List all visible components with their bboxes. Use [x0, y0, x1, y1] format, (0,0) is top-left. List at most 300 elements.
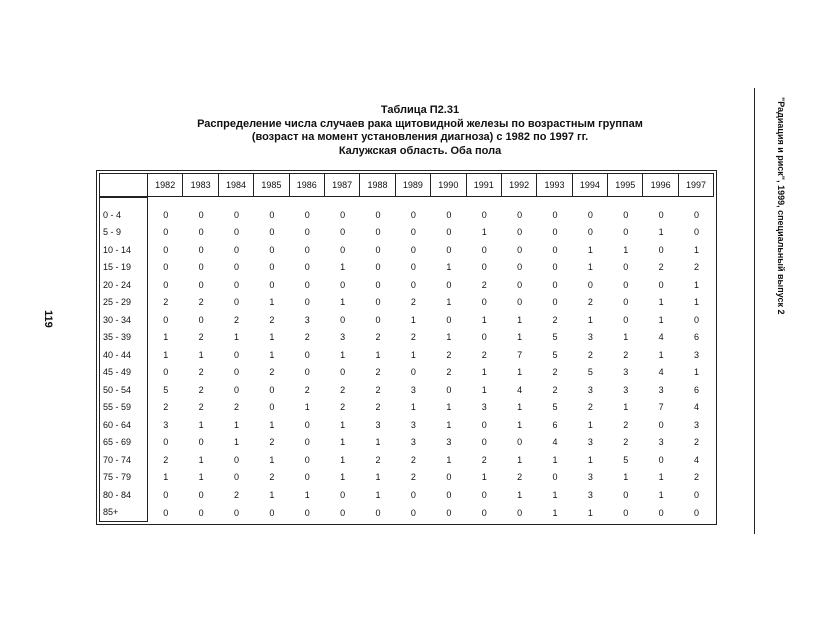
- case-count-cell: 1: [623, 244, 629, 255]
- case-count-cell: 2: [198, 367, 204, 378]
- case-count-cell: 1: [481, 472, 487, 483]
- case-count-cell: 0: [304, 507, 310, 518]
- case-count-cell: 0: [552, 472, 558, 483]
- case-count-cell: 0: [410, 209, 416, 220]
- age-group-label: 70 - 74: [99, 451, 148, 469]
- case-count-cell: 1: [446, 332, 452, 343]
- header-year-1982: 1982: [148, 173, 183, 197]
- case-count-cell: 1: [517, 489, 523, 500]
- case-count-cell: 0: [552, 297, 558, 308]
- case-count-cell: 0: [304, 209, 310, 220]
- case-count-cell: 3: [694, 349, 700, 360]
- table-row: [99, 311, 714, 329]
- case-count-cell: 2: [587, 402, 593, 413]
- case-count-cell: 3: [623, 367, 629, 378]
- case-count-cell: 0: [198, 244, 204, 255]
- case-count-cell: 0: [198, 489, 204, 500]
- case-count-cell: 3: [587, 384, 593, 395]
- case-count-cell: 7: [658, 402, 664, 413]
- case-count-cell: 1: [410, 402, 416, 413]
- case-count-cell: 0: [198, 314, 204, 325]
- case-count-cell: 1: [446, 262, 452, 273]
- age-group-label: 60 - 64: [99, 416, 148, 434]
- case-count-cell: 1: [198, 454, 204, 465]
- header-year-1990: 1990: [431, 173, 466, 197]
- table-row: [99, 469, 714, 487]
- case-count-cell: 0: [233, 244, 239, 255]
- case-count-cell: 4: [658, 332, 664, 343]
- case-count-cell: 0: [198, 209, 204, 220]
- case-count-cell: 2: [587, 349, 593, 360]
- case-count-cell: 0: [304, 297, 310, 308]
- case-count-cell: 1: [694, 297, 700, 308]
- header-year-1985: 1985: [254, 173, 289, 197]
- case-count-cell: 0: [304, 279, 310, 290]
- case-count-cell: 1: [552, 489, 558, 500]
- case-count-cell: 0: [375, 209, 381, 220]
- table-row: [99, 486, 714, 504]
- age-group-label: 0 - 4: [99, 206, 148, 224]
- case-count-cell: 2: [375, 367, 381, 378]
- case-count-cell: 0: [340, 314, 346, 325]
- case-count-cell: 0: [163, 314, 169, 325]
- case-count-cell: 2: [375, 384, 381, 395]
- case-count-cell: 1: [552, 507, 558, 518]
- case-count-cell: 1: [623, 332, 629, 343]
- case-count-cell: 1: [658, 349, 664, 360]
- case-count-cell: 1: [658, 314, 664, 325]
- case-count-cell: 0: [410, 244, 416, 255]
- case-count-cell: 0: [233, 279, 239, 290]
- case-count-cell: 1: [340, 472, 346, 483]
- case-count-cell: 1: [517, 367, 523, 378]
- side-rule: [754, 88, 755, 534]
- case-count-cell: 0: [623, 314, 629, 325]
- case-count-cell: 2: [552, 367, 558, 378]
- case-count-cell: 0: [694, 314, 700, 325]
- case-count-cell: 0: [375, 227, 381, 238]
- case-count-cell: 2: [163, 454, 169, 465]
- case-count-cell: 0: [375, 507, 381, 518]
- case-count-cell: 0: [269, 262, 275, 273]
- case-count-cell: 0: [340, 244, 346, 255]
- case-count-cell: 2: [304, 332, 310, 343]
- case-count-cell: 0: [233, 297, 239, 308]
- case-count-cell: 3: [694, 419, 700, 430]
- case-count-cell: 0: [233, 384, 239, 395]
- case-count-cell: 0: [269, 227, 275, 238]
- case-count-cell: 2: [375, 332, 381, 343]
- case-count-cell: 1: [481, 367, 487, 378]
- table-row: [99, 329, 714, 347]
- case-count-cell: 0: [623, 297, 629, 308]
- case-count-cell: 0: [446, 209, 452, 220]
- table-row: [99, 206, 714, 224]
- case-count-cell: 1: [446, 402, 452, 413]
- case-count-cell: 0: [340, 489, 346, 500]
- case-count-cell: 1: [233, 419, 239, 430]
- case-count-cell: 1: [517, 314, 523, 325]
- case-count-cell: 1: [163, 332, 169, 343]
- case-count-cell: 0: [410, 367, 416, 378]
- case-count-cell: 0: [481, 437, 487, 448]
- case-count-cell: 1: [517, 454, 523, 465]
- case-count-cell: 0: [375, 262, 381, 273]
- case-count-cell: 3: [163, 419, 169, 430]
- case-count-cell: 1: [340, 454, 346, 465]
- case-count-cell: 3: [410, 437, 416, 448]
- case-count-cell: 0: [517, 262, 523, 273]
- case-count-cell: 2: [163, 297, 169, 308]
- case-count-cell: 0: [163, 209, 169, 220]
- header-spacer: [99, 197, 714, 206]
- case-count-cell: 0: [163, 279, 169, 290]
- case-count-cell: 6: [694, 384, 700, 395]
- case-count-cell: 0: [552, 244, 558, 255]
- case-count-cell: 0: [233, 209, 239, 220]
- case-count-cell: 1: [410, 349, 416, 360]
- table-body: [99, 197, 714, 522]
- case-count-cell: 0: [694, 507, 700, 518]
- case-count-cell: 1: [552, 454, 558, 465]
- case-count-cell: 1: [375, 349, 381, 360]
- case-count-cell: 2: [694, 472, 700, 483]
- case-count-cell: 0: [587, 209, 593, 220]
- case-count-cell: 2: [658, 262, 664, 273]
- case-count-cell: 5: [552, 349, 558, 360]
- case-count-cell: 0: [517, 297, 523, 308]
- age-group-label: 80 - 84: [99, 486, 148, 504]
- case-count-cell: 4: [552, 437, 558, 448]
- case-count-cell: 1: [198, 419, 204, 430]
- case-count-cell: 0: [623, 489, 629, 500]
- age-group-label: 55 - 59: [99, 399, 148, 417]
- case-count-cell: 3: [446, 437, 452, 448]
- case-count-cell: 2: [410, 454, 416, 465]
- case-count-cell: 0: [410, 489, 416, 500]
- case-count-cell: 0: [163, 227, 169, 238]
- case-count-cell: 0: [446, 489, 452, 500]
- case-count-cell: 2: [552, 384, 558, 395]
- table-row: [99, 276, 714, 294]
- case-count-cell: 2: [269, 367, 275, 378]
- case-count-cell: 2: [198, 402, 204, 413]
- case-count-cell: 0: [694, 209, 700, 220]
- table-header-row: [99, 173, 714, 197]
- table-row: [99, 451, 714, 469]
- table-caption-subtitle: (возраст на момент установления диагноза) с 1982 по 1997 гг.: [251, 131, 589, 143]
- header-year-1988: 1988: [360, 173, 395, 197]
- case-count-cell: 5: [623, 454, 629, 465]
- table-number: Таблица П2.31: [380, 104, 460, 116]
- case-count-cell: 0: [623, 262, 629, 273]
- case-count-cell: 0: [340, 209, 346, 220]
- case-count-cell: 1: [587, 262, 593, 273]
- data-table-frame: [96, 170, 717, 525]
- case-count-cell: 1: [375, 472, 381, 483]
- case-count-cell: 0: [340, 227, 346, 238]
- case-count-cell: 0: [481, 209, 487, 220]
- case-count-cell: 3: [410, 384, 416, 395]
- age-group-label: 85+: [99, 504, 148, 523]
- data-table: [99, 173, 714, 522]
- table-row: [99, 294, 714, 312]
- case-count-cell: 1: [694, 367, 700, 378]
- table-row: [99, 224, 714, 242]
- case-count-cell: 1: [658, 472, 664, 483]
- case-count-cell: 3: [410, 419, 416, 430]
- age-group-label: 50 - 54: [99, 381, 148, 399]
- case-count-cell: 0: [517, 279, 523, 290]
- case-count-cell: 1: [340, 349, 346, 360]
- case-count-cell: 6: [694, 332, 700, 343]
- case-count-cell: 2: [233, 314, 239, 325]
- case-count-cell: 0: [410, 262, 416, 273]
- case-count-cell: 1: [446, 297, 452, 308]
- case-count-cell: 2: [410, 297, 416, 308]
- case-count-cell: 0: [446, 384, 452, 395]
- case-count-cell: 2: [623, 419, 629, 430]
- case-count-cell: 3: [587, 489, 593, 500]
- case-count-cell: 0: [375, 314, 381, 325]
- case-count-cell: 1: [694, 244, 700, 255]
- case-count-cell: 1: [375, 437, 381, 448]
- header-year-1991: 1991: [467, 173, 502, 197]
- table-row: [99, 504, 714, 523]
- header-year-1989: 1989: [396, 173, 431, 197]
- case-count-cell: 0: [481, 332, 487, 343]
- case-count-cell: 1: [269, 332, 275, 343]
- case-count-cell: 0: [517, 227, 523, 238]
- case-count-cell: 2: [410, 472, 416, 483]
- case-count-cell: 0: [658, 279, 664, 290]
- age-group-label: 40 - 44: [99, 346, 148, 364]
- case-count-cell: 0: [269, 244, 275, 255]
- table-row: [99, 381, 714, 399]
- table-row: [99, 259, 714, 277]
- age-group-label: 10 - 14: [99, 241, 148, 259]
- case-count-cell: 2: [587, 297, 593, 308]
- header-year-1992: 1992: [502, 173, 537, 197]
- case-count-cell: 0: [658, 507, 664, 518]
- header-year-1993: 1993: [537, 173, 572, 197]
- case-count-cell: 0: [198, 262, 204, 273]
- case-count-cell: 2: [446, 367, 452, 378]
- case-count-cell: 0: [517, 507, 523, 518]
- case-count-cell: 0: [517, 437, 523, 448]
- case-count-cell: 5: [587, 367, 593, 378]
- case-count-cell: 0: [517, 244, 523, 255]
- case-count-cell: 0: [304, 349, 310, 360]
- age-group-label: 30 - 34: [99, 311, 148, 329]
- age-group-label: 45 - 49: [99, 364, 148, 382]
- case-count-cell: 0: [340, 279, 346, 290]
- case-count-cell: 1: [481, 384, 487, 395]
- case-count-cell: 2: [340, 402, 346, 413]
- age-group-label: 5 - 9: [99, 224, 148, 242]
- case-count-cell: 2: [340, 384, 346, 395]
- case-count-cell: 5: [552, 332, 558, 343]
- case-count-cell: 0: [658, 244, 664, 255]
- table-caption: Распределение числа случаев рака щитовидной железы по возрастным группам: [197, 117, 643, 130]
- case-count-cell: 0: [517, 209, 523, 220]
- case-count-cell: 4: [694, 454, 700, 465]
- case-count-cell: 0: [163, 437, 169, 448]
- table-row: [99, 346, 714, 364]
- case-count-cell: 0: [163, 489, 169, 500]
- case-count-cell: 3: [375, 419, 381, 430]
- header-year-1983: 1983: [183, 173, 218, 197]
- table-row: [99, 399, 714, 417]
- case-count-cell: 0: [446, 472, 452, 483]
- case-count-cell: 2: [269, 314, 275, 325]
- case-count-cell: 2: [375, 454, 381, 465]
- case-count-cell: 0: [304, 262, 310, 273]
- case-count-cell: 2: [198, 297, 204, 308]
- case-count-cell: 0: [233, 507, 239, 518]
- case-count-cell: 2: [198, 384, 204, 395]
- case-count-cell: 0: [552, 279, 558, 290]
- case-count-cell: 0: [658, 419, 664, 430]
- case-count-cell: 0: [481, 262, 487, 273]
- case-count-cell: 0: [233, 472, 239, 483]
- case-count-cell: 1: [587, 454, 593, 465]
- case-count-cell: 0: [587, 227, 593, 238]
- case-count-cell: 0: [233, 227, 239, 238]
- case-count-cell: 0: [410, 279, 416, 290]
- case-count-cell: 0: [481, 297, 487, 308]
- case-count-cell: 1: [658, 489, 664, 500]
- case-count-cell: 0: [410, 507, 416, 518]
- case-count-cell: 0: [304, 454, 310, 465]
- case-count-cell: 3: [587, 437, 593, 448]
- case-count-cell: 0: [694, 227, 700, 238]
- table-row: [99, 434, 714, 452]
- case-count-cell: 4: [658, 367, 664, 378]
- case-count-cell: 3: [658, 384, 664, 395]
- age-group-label: 20 - 24: [99, 276, 148, 294]
- header-year-1986: 1986: [290, 173, 325, 197]
- case-count-cell: 0: [446, 244, 452, 255]
- case-count-cell: 0: [446, 227, 452, 238]
- case-count-cell: 0: [304, 437, 310, 448]
- case-count-cell: 3: [658, 437, 664, 448]
- age-group-label: 25 - 29: [99, 294, 148, 312]
- case-count-cell: 1: [658, 227, 664, 238]
- case-count-cell: 0: [304, 472, 310, 483]
- case-count-cell: 1: [340, 297, 346, 308]
- case-count-cell: 5: [552, 402, 558, 413]
- case-count-cell: 1: [233, 332, 239, 343]
- case-count-cell: 0: [233, 349, 239, 360]
- table-title-block: [120, 104, 720, 158]
- case-count-cell: 2: [552, 314, 558, 325]
- case-count-cell: 0: [446, 279, 452, 290]
- case-count-cell: 1: [517, 419, 523, 430]
- age-group-label: 65 - 69: [99, 434, 148, 452]
- case-count-cell: 1: [269, 489, 275, 500]
- case-count-cell: 1: [694, 279, 700, 290]
- case-count-cell: 1: [446, 419, 452, 430]
- case-count-cell: 0: [552, 262, 558, 273]
- case-count-cell: 3: [587, 332, 593, 343]
- case-count-cell: 0: [658, 454, 664, 465]
- case-count-cell: 2: [198, 332, 204, 343]
- case-count-cell: 1: [658, 297, 664, 308]
- case-count-cell: 0: [587, 279, 593, 290]
- case-count-cell: 0: [269, 507, 275, 518]
- header-year-1984: 1984: [219, 173, 254, 197]
- case-count-cell: 2: [694, 262, 700, 273]
- case-count-cell: 2: [446, 349, 452, 360]
- case-count-cell: 1: [481, 227, 487, 238]
- case-count-cell: 2: [623, 349, 629, 360]
- age-group-label: 35 - 39: [99, 329, 148, 347]
- case-count-cell: 0: [198, 437, 204, 448]
- case-count-cell: 1: [623, 472, 629, 483]
- case-count-cell: 0: [304, 244, 310, 255]
- table-row: [99, 364, 714, 382]
- header-corner: [99, 173, 148, 197]
- case-count-cell: 5: [163, 384, 169, 395]
- case-count-cell: 0: [233, 454, 239, 465]
- case-count-cell: 1: [410, 314, 416, 325]
- case-count-cell: 1: [446, 454, 452, 465]
- case-count-cell: 1: [304, 489, 310, 500]
- case-count-cell: 0: [163, 262, 169, 273]
- age-group-label: 75 - 79: [99, 469, 148, 487]
- running-header: "Радиация и риск", 1999, специальный выпуск 2: [776, 97, 786, 315]
- case-count-cell: 1: [198, 349, 204, 360]
- case-count-cell: 0: [233, 262, 239, 273]
- case-count-cell: 3: [481, 402, 487, 413]
- case-count-cell: 0: [304, 367, 310, 378]
- page-number: 119: [42, 310, 54, 328]
- table-region: Калужская область. Оба пола: [338, 144, 502, 157]
- case-count-cell: 0: [163, 244, 169, 255]
- case-count-cell: 0: [552, 209, 558, 220]
- case-count-cell: 1: [340, 262, 346, 273]
- case-count-cell: 1: [375, 489, 381, 500]
- case-count-cell: 0: [481, 419, 487, 430]
- case-count-cell: 1: [269, 419, 275, 430]
- case-count-cell: 2: [481, 454, 487, 465]
- case-count-cell: 1: [269, 297, 275, 308]
- header-year-1994: 1994: [573, 173, 608, 197]
- case-count-cell: 1: [340, 437, 346, 448]
- case-count-cell: 1: [340, 419, 346, 430]
- case-count-cell: 0: [198, 279, 204, 290]
- header-year-1997: 1997: [679, 173, 714, 197]
- case-count-cell: 2: [517, 472, 523, 483]
- case-count-cell: 1: [587, 244, 593, 255]
- case-count-cell: 1: [587, 419, 593, 430]
- case-count-cell: 3: [304, 314, 310, 325]
- age-group-label: 15 - 19: [99, 259, 148, 277]
- case-count-cell: 6: [552, 419, 558, 430]
- spacer-label-cell: [99, 197, 148, 206]
- case-count-cell: 2: [481, 349, 487, 360]
- case-count-cell: 0: [269, 209, 275, 220]
- case-count-cell: 3: [340, 332, 346, 343]
- table-row: [99, 416, 714, 434]
- case-count-cell: 1: [623, 402, 629, 413]
- case-count-cell: 1: [269, 349, 275, 360]
- case-count-cell: 1: [269, 454, 275, 465]
- case-count-cell: 0: [623, 209, 629, 220]
- spacer-cell: [148, 197, 714, 206]
- case-count-cell: 0: [269, 279, 275, 290]
